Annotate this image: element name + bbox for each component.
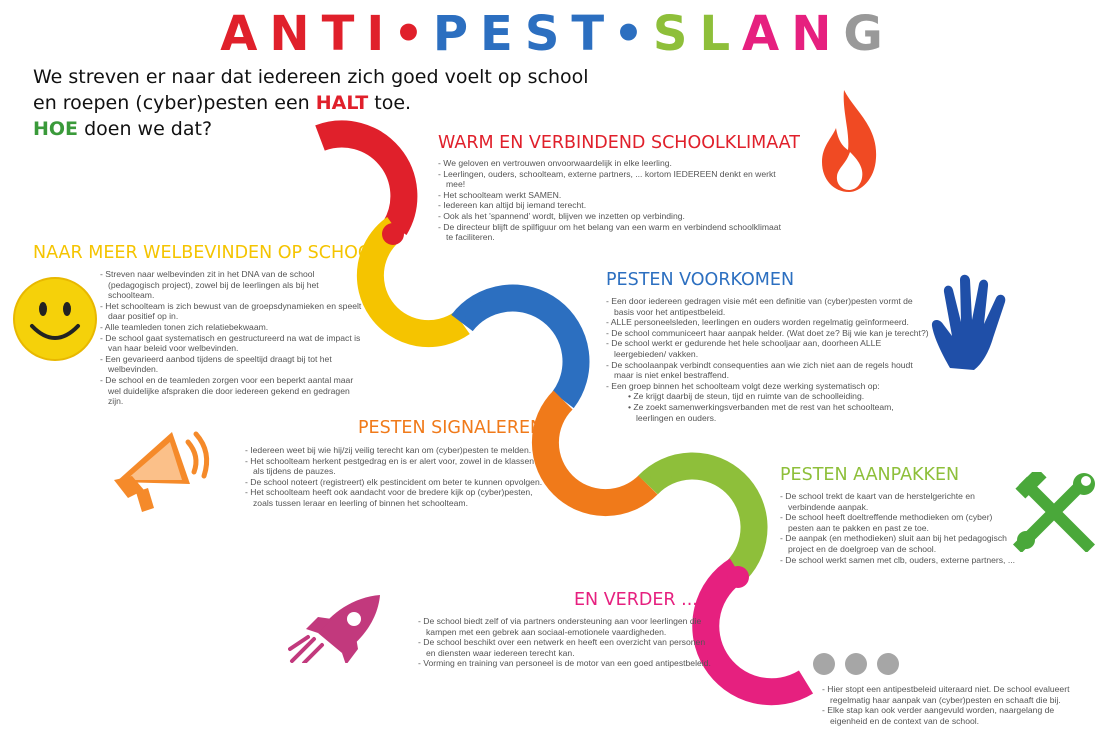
title-letter: S: [524, 6, 562, 62]
intro-line-2-end: toe.: [368, 92, 412, 114]
title-letter: A: [742, 6, 782, 62]
title-letter: •: [393, 6, 426, 62]
snake-dot-pink: [727, 566, 749, 588]
list-item: - De school noteert (registreert) elk pestincident om beter te kunnen opvolgen.: [245, 476, 543, 487]
list-item: - De school werkt er gedurende het hele schooljaar aan, doorheen ALLE leergebieden/ vakken.: [606, 338, 882, 359]
heading-voorkomen: PESTEN VOORKOMEN: [606, 270, 795, 290]
megaphone-icon: [108, 420, 218, 520]
heading-verder: EN VERDER ... ?: [574, 590, 713, 610]
list-item: - Een groep binnen het schoolteam volgt deze werking systematisch op:: [606, 380, 880, 391]
list-item: - De school communiceert haar aanpak helder. (Wat doet ze? Bij wie kan je terecht?): [606, 327, 929, 338]
list-aanpakken: [780, 491, 1020, 565]
hand-icon: [930, 272, 1015, 372]
list-verder: [418, 616, 713, 669]
list-item: - We geloven en vertrouwen onvoorwaardelijk in elke leerling.: [438, 158, 672, 168]
list-item: - Leerlingen, ouders, schoolteam, externe partners, ... kortom IEDEREEN denkt en werkt mee!: [438, 168, 776, 190]
list-item: - Iedereen weet bij wie hij/zij veilig terecht kan om (cyber)pesten te melden.: [245, 445, 532, 455]
list-item: - Het schoolteam is zich bewust van de groepsdynamieken en speelt daar positief op in.: [100, 300, 362, 322]
intro-line-1: We streven er naar dat iedereen zich goed voelt op school: [33, 66, 589, 88]
intro-line-2-text: en roepen (cyber)pesten een: [33, 92, 316, 114]
title-letter: N: [791, 6, 834, 62]
list-subitem: • Ze krijgt daarbij de steun, tijd en ruimte van de schoolleiding.: [628, 391, 865, 402]
heading-aanpakken: PESTEN AANPAKKEN: [780, 465, 960, 485]
heading-signaleren: PESTEN SIGNALEREN: [358, 418, 544, 438]
list-item: - De school gaat systematisch en gestructureerd na wat de impact is van haar beleid voor welbevinden.: [100, 332, 361, 354]
list-item: - De schoolaanpak verbindt consequenties aan wie zich niet aan de regels houdt maar is niet enkel bestraffend.: [606, 359, 913, 381]
title-letter: T: [571, 6, 607, 62]
list-item: - De school biedt zelf of via partners ondersteuning aan voor leerlingen die kampen met een gebrek aan sociaal-emotionele vaardigheden.: [418, 616, 702, 637]
list-item: - De school en de teamleden zorgen voor een beperkt aantal maar wel duidelijke afspraken die door iedereen gekend en gedragen zijn.: [100, 374, 354, 407]
snake-segment-yellow: [370, 228, 462, 334]
intro-line-3-text: doen we dat?: [78, 118, 213, 140]
snake-dot-green: [650, 466, 672, 488]
smiley-icon: [12, 276, 98, 362]
list-item: - Het schoolteam heeft ook aandacht voor de bredere kijk op (cyber)pesten, zoals tussen leraar en leerling of binnen het schoolteam.: [245, 487, 533, 508]
list-subitem: • Ze zoekt samenwerkingsverbanden met de rest van het schoolteam, leerlingen en ouders.: [628, 401, 894, 423]
list-item: - De school trekt de kaart van de herstelgerichte en verbindende aanpak.: [780, 491, 975, 512]
title-letter: G: [843, 6, 885, 62]
title-letter: P: [432, 6, 471, 62]
title-letter: T: [321, 6, 357, 62]
snake-segment-pink: [706, 570, 806, 692]
list-item: - De school werkt samen met clb, ouders, externe partners, ...: [780, 554, 1015, 565]
list-slot: [822, 684, 1077, 726]
title-letter: A: [220, 6, 260, 62]
ellipsis-icon: [810, 650, 902, 678]
list-item: - Een gevarieerd aanbod tijdens de speeltijd draagt bij tot het welbevinden.: [100, 353, 332, 375]
list-item: - Iedereen kan altijd bij iemand terecht.: [438, 200, 587, 211]
hoe-word: HOE: [33, 118, 79, 140]
title-letter: •: [613, 6, 646, 62]
list-welbevinden: [100, 269, 362, 407]
list-klimaat: [438, 158, 783, 243]
list-item: - Hier stopt een antipestbeleid uiteraard niet. De school evalueert regelmatig haar aanpak van (cyber)pesten en schaaft die bij.: [822, 684, 1070, 705]
title-letter: S: [652, 6, 690, 62]
list-signaleren: [245, 445, 545, 509]
list-item: - Alle teamleden tonen zich relatiebekwaam.: [100, 321, 269, 332]
list-item: - Vorming en training van personeel is de motor van een goed antipestbeleid.: [418, 658, 711, 669]
list-item: - Het schoolteam werkt SAMEN.: [438, 189, 562, 200]
list-item: - Het schoolteam herkent pestgedrag en is er alert voor, zowel in de klassen als tijdens de pauzes.: [245, 455, 534, 477]
list-voorkomen: [606, 296, 932, 423]
list-item: - De aanpak (en methodieken) sluit aan bij het pedagogisch project en de doelgroep van de school.: [780, 533, 1007, 554]
flame-icon: [820, 88, 878, 193]
halt-word: HALT: [315, 92, 369, 114]
snake-dot-blue: [464, 300, 486, 322]
heading-klimaat: WARM EN VERBINDEND SCHOOLKLIMAAT: [438, 133, 800, 153]
snake-dot-orange: [540, 401, 562, 423]
heading-welbevinden: NAAR MEER WELBEVINDEN OP SCHOOL: [33, 243, 382, 263]
list-item: - De directeur blijft de spilfiguur om het belang van een warm en verbindend schoolklimaat te faciliteren.: [438, 221, 781, 243]
title-letter: N: [269, 6, 312, 62]
tools-icon: [1012, 472, 1100, 552]
list-item: - Een door iedereen gedragen visie mét een definitie van (cyber)pesten vormt de basis voor het antipestbeleid.: [606, 296, 913, 317]
list-item: - De school beschikt over een netwerk en heeft een overzicht van personen en diensten waar iedereen terecht kan.: [418, 637, 706, 658]
list-item: - Ook als het 'spannend' wordt, blijven we inzetten op verbinding.: [438, 210, 685, 221]
snake-segment-red: [320, 134, 404, 228]
rocket-icon: [288, 593, 383, 663]
snake-dot-red: [382, 223, 404, 245]
list-item: - Elke stap kan ook verder aangevuld worden, naargelang de eigenheid en de context van de school.: [822, 705, 1055, 726]
list-item: - De school heeft doeltreffende methodieken om (cyber) pesten aan te pakken en past ze toe.: [780, 512, 993, 533]
list-item: - ALLE personeelsleden, leerlingen en ouders worden regelmatig geïnformeerd.: [606, 317, 909, 328]
title-letter: I: [366, 6, 387, 62]
list-item: - Streven naar welbevinden zit in het DNA van de school (pedagogisch project), zowel bij de leerlingen als bij het schoolteam.: [100, 269, 319, 301]
title-letter: E: [480, 6, 515, 62]
title-letter: L: [699, 6, 733, 62]
